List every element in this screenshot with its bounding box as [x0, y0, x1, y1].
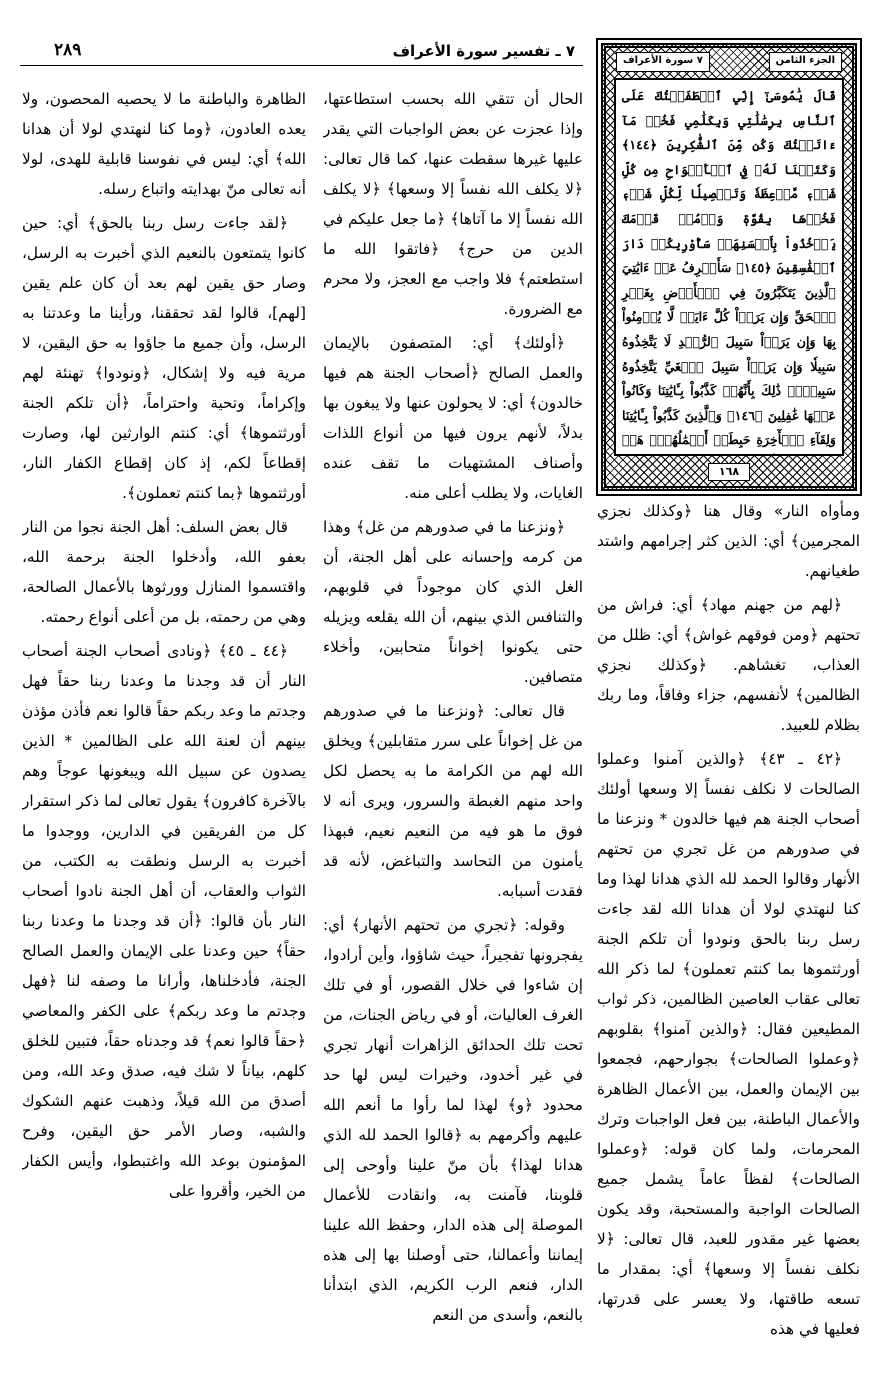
- page-number: ٢٨٩: [54, 40, 82, 60]
- column-right: [597, 496, 860, 1385]
- paragraph: ﴿٤٢ ـ ٤٣﴾ ﴿والذين آمنوا وعملوا الصالحات لا نكلف نفساً إلا وسعها أولئك أصحاب الجنة هم فيها خالدون * ونزعنا ما في صدورهم من غل تجري من تحتهم الأنهار وقالوا الحمد لله الذي هدانا لهذا وما كنا لنهتدي لولا أن هدانا الله لقد جاءت رسل ربنا بالحق ونودوا أن تلكم الجنة أورثتموها بما كنتم تعملون﴾ لما ذكر الله تعالى عقاب العاصين الظالمين، ذكر ثواب المطيعين فقال: ﴿والذين آمنوا﴾ بقلوبهم ﴿وعملوا الصالحات﴾ بجوارحهم، فجمعوا بين الإيمان والعمل، بين الأعمال الظاهرة والأعمال الباطنة، بين فعل الواجبات وترك المحرمات، ولما كان قوله: ﴿وعملوا الصالحات﴾ لفظاً عاماً يشمل جميع الصالحات الواجبة والمستحبة، وقد يكون بعضها غير مقدور للعبد، قال تعالى: ﴿لا نكلف نفساً إلا وسعها﴾ أي: بمقدار ما تسعه طاقتها، ولا يعسر على قدرتها، فعليها في هذه: [597, 750, 860, 1338]
- mushaf-header: [616, 52, 842, 72]
- paragraph: ﴿لقد جاءت رسل ربنا بالحق﴾ أي: حين كانوا يتمتعون بالنعيم الذي أخبرت به الرسل، وصار حق يقين لهم بعد أن كان علم يقين [لهم]، قالوا لقد تحققنا، ورأينا ما وعدتنا به الرسل، وأن جميع ما جاؤوا به حق اليقين، لا مرية فيه ولا إشكال، ﴿ونودوا﴾ تهنئة لهم وإكراماً، وتحية واحتراماً، ﴿أن تلكم الجنة أورثتموها﴾ أي: كنتم الوارثين لها، وصارت إقطاعاً لكم، إذ كان إقطاع الكفار النار، أورثتموها ﴿بما كنتم تعملون﴾.: [22, 214, 306, 502]
- paragraph: الظاهرة والباطنة ما لا يحصيه المحصون، ولا يعده العادون، ﴿وما كنا لنهتدي لولا أن هدانا الله﴾ أي: ليس في نفوسنا قابلية للهدى، لولا أنه تعالى منّ بهدايته واتباع رسله.: [22, 90, 306, 198]
- juz-label: الجزء الثامن: [769, 52, 842, 72]
- paragraph: ﴿لهم من جهنم مهاد﴾ أي: فراش من تحتهم ﴿ومن فوقهم غواش﴾ أي: ظلل من العذاب، تغشاهم. ﴿وكذلك نجزي الظالمين﴾ لأنفسهم، جزاء وفاقاً، وما ربك بظلام للعبيد.: [597, 596, 860, 734]
- mushaf-text-area: [614, 78, 844, 456]
- surah-label: ٧ سورة الأعراف: [616, 52, 710, 72]
- paragraph: ﴿٤٤ ـ ٤٥﴾ ﴿ونادى أصحاب الجنة أصحاب النار أن قد وجدنا ما وعدنا ربنا حقاً فهل وجدتم ما وعد ربكم حقاً قالوا نعم فأذن مؤذن بينهم أن لعنة الله على الظالمين * الذين يصدون عن سبيل الله ويبغونها عوجاً وهم بالآخرة كافرون﴾ يقول تعالى لما ذكر استقرار كل من الفريقين في الدارين، ووجدوا ما أخبرت به الرسل ونطقت به الكتب، من الثواب والعقاب، أن أهل الجنة نادوا أصحاب النار بأن قالوا: ﴿أن قد وجدنا ما وعدنا ربنا حقاً﴾ حين وعدنا على الإيمان والعمل الصالح الجنة، فأدخلناها، وأرانا ما وصفه لنا ﴿فهل وجدتم ما وعد ربكم﴾ على الكفر والمعاصي ﴿حقاً قالوا نعم﴾ قد وجدناه حقاً، فتبين للخلق كلهم، بياناً لا شك فيه، صدق وعد الله، ومن أصدق من الله قيلاً، وذهبت عنهم الشكوك والشبه، وصار الأمر حق اليقين، وفرح المؤمنون بوعد الله واغتبطوا، وأيس الكفار من الخير، وأقروا على: [22, 642, 306, 1200]
- mushaf-page-box: [596, 38, 862, 496]
- column-left: [22, 84, 306, 1384]
- paragraph: الحال أن تتقي الله بحسب استطاعتها، وإذا عجزت عن بعض الواجبات التي يقدر عليها غيرها سقطت عنها، كما قال تعالى: ﴿لا يكلف الله نفساً إلا وسعها﴾ ﴿لا يكلف الله نفساً إلا ما آتاها﴾ ﴿ما جعل عليكم في الدين من حرج﴾ ﴿فاتقوا الله ما استطعتم﴾ فلا واجب مع العجز، ولا محرم مع الضرورة.: [323, 90, 583, 318]
- paragraph: قال بعض السلف: أهل الجنة نجوا من النار بعفو الله، وأدخلوا الجنة برحمة الله، واقتسموا المنازل وورثوها بالأعمال الصالحة، وهي من رحمته، بل من أعلى أنواع رحمته.: [22, 518, 306, 626]
- paragraph: ومأواه النار» وقال هنا ﴿وكذلك نجزي المجرمين﴾ أي: الذين كثر إجرامهم واشتد طغيانهم.: [597, 502, 860, 580]
- paragraph: ﴿أولئك﴾ أي: المتصفون بالإيمان والعمل الصالح ﴿أصحاب الجنة هم فيها خالدون﴾ أي: لا يحولون عنها ولا يبغون بها بدلاً، لأنهم يرون فيها من أنواع اللذات وأصناف المشتهيات ما تقف عنده الغايات، ولا يطلب أعلى منه.: [323, 334, 583, 502]
- paragraph: ﴿ونزعنا ما في صدورهم من غل﴾ وهذا من كرمه وإحسانه على أهل الجنة، أن الغل الذي كان موجوداً في قلوبهم، والتنافس الذي بينهم، أن الله يقلعه ويزيله حتى يكونوا إخواناً متحابين، وأخلاء متصافين.: [323, 518, 583, 686]
- column-middle: [323, 84, 583, 1384]
- paragraph: قال تعالى: ﴿ونزعنا ما في صدورهم من غل إخواناً على سرر متقابلين﴾ ويخلق الله لهم من الكرامة ما به يحصل لكل واحد منهم الغبطة والسرور، ويرى أنه لا فوق ما هو فيه من النعيم نعيم، فبهذا يأمنون من التحاسد والتباغض، لأنه قد فقدت أسبابه.: [323, 702, 583, 900]
- mushaf-page-number: ١٦٨: [708, 463, 750, 481]
- quran-verses: قَالَ يَٰمُوسَىٰٓ إِنِّي ٱصۡطَفَيۡتُكَ عَلَى ٱلنَّاسِ بِرِسَٰلَٰتِي وَبِكَلَٰمِي فَخُذۡ مَآ ءَاتَيۡتُكَ وَكُن مِّنَ ٱلشَّٰكِرِينَ ﴿١٤٤﴾ وَكَتَبۡنَا لَهُۥ فِي ٱلۡأَلۡوَاحِ مِن كُلِّ شَيۡءٖ مَّوۡعِظَةٗ وَتَفۡصِيلٗا لِّكُلِّ شَيۡءٖ فَخُذۡهَا بِقُوَّةٖ وَأۡمُرۡ قَوۡمَكَ يَأۡخُذُواْ بِأَحۡسَنِهَاۚ سَأُوْرِيكُمۡ دَارَ ٱلۡفَٰسِقِينَ ﴿١٤٥﴾ سَأَصۡرِفُ عَنۡ ءَايَٰتِيَ ٱلَّذِينَ يَتَكَبَّرُونَ فِي ٱلۡأَرۡضِ بِغَيۡرِ ٱلۡحَقِّ وَإِن يَرَوۡاْ كُلَّ ءَايَةٖ لَّا يُؤۡمِنُواْ بِهَا وَإِن يَرَوۡاْ سَبِيلَ ٱلرُّشۡدِ لَا يَتَّخِذُوهُ سَبِيلٗا وَإِن يَرَوۡاْ سَبِيلَ ٱلۡغَيِّ يَتَّخِذُوهُ سَبِيلٗاۚ ذَٰلِكَ بِأَنَّهُمۡ كَذَّبُواْ بِـَٔايَٰتِنَا وَكَانُواْ عَنۡهَا غَٰفِلِينَ ﴿١٤٦﴾ وَٱلَّذِينَ كَذَّبُواْ بِـَٔايَٰتِنَا وَلِقَآءِ ٱلۡأٓخِرَةِ حَبِطَتۡ أَعۡمَٰلُهُمۡۚ هَلۡ: [622, 88, 837, 448]
- page-header: [20, 38, 583, 66]
- running-title: ٧ ـ تفسير سورة الأعراف: [392, 42, 575, 60]
- paragraph: وقوله: ﴿تجري من تحتهم الأنهار﴾ أي: يفجرونها تفجيراً، حيث شاؤوا، وأين أرادوا، إن شاءوا في خلال القصور، أو في تلك الغرف العاليات، أو في رياض الجنات، من تحت تلك الحدائق الزاهرات أنهار تجري في غير أخدود، وخيرات ليس لها حد محدود ﴿و﴾ لهذا لما رأوا ما أنعم الله عليهم وأكرمهم به ﴿قالوا الحمد لله الذي هدانا لهذا﴾ بأن منّ علينا وأوحى إلى قلوبنا، فآمنت به، وانقادت للأعمال الموصلة إلى هذه الدار، وحفظ الله علينا إيماننا وأعمالنا، حتى أوصلنا بها إلى هذه الدار، فنعم الرب الكريم، الذي ابتدأنا بالنعم، وأسدى من النعم: [323, 916, 583, 1324]
- ornamental-frame: [601, 43, 857, 491]
- mushaf-footer: [606, 460, 852, 481]
